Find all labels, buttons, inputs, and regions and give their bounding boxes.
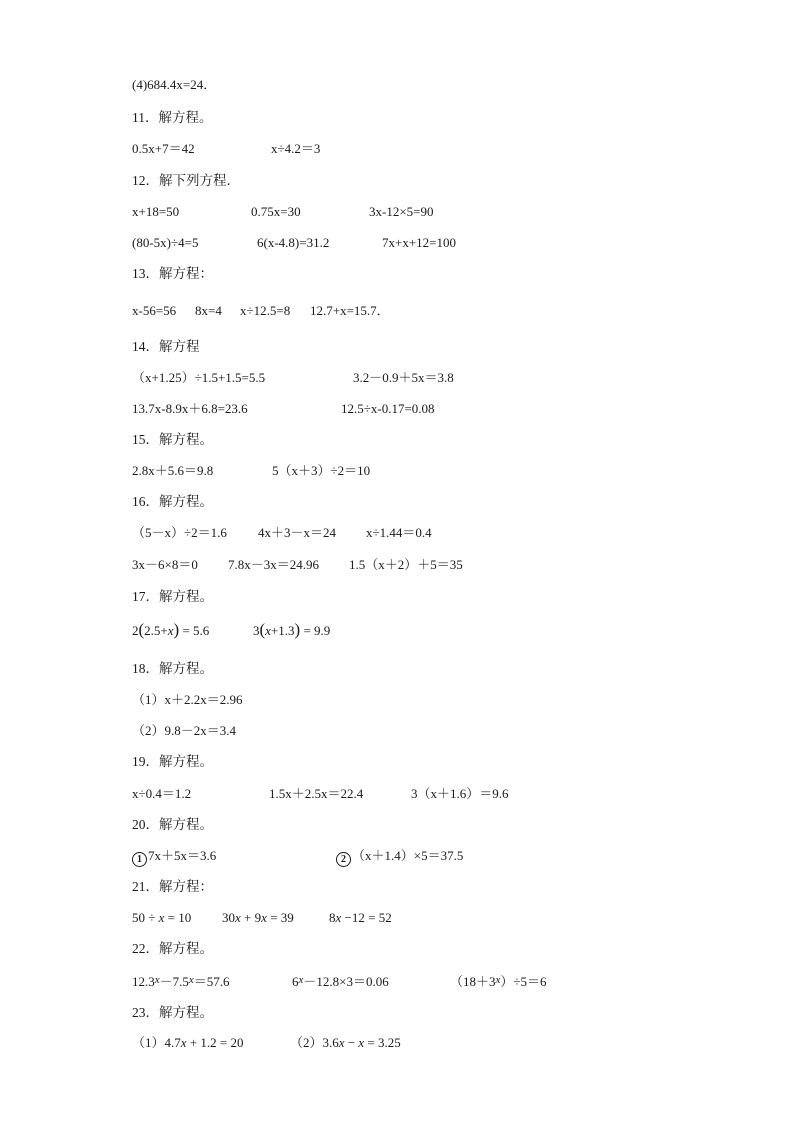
- equation-11-2: x÷4.2＝3: [271, 141, 321, 156]
- equation-22-3: $(18+3^x)\div 5=6$: [450, 974, 547, 989]
- equation-23-1: （1）4.7x + 1.2 = 20: [132, 1035, 244, 1050]
- circled-number-1: 1: [132, 852, 147, 867]
- problem-22-title: 22．解方程。: [132, 941, 213, 956]
- equation-18-1: （1）x＋2.2x＝2.96: [132, 692, 243, 707]
- equation-19-3: 3（x＋1.6）＝9.6: [411, 786, 509, 801]
- equation-16-6: 1.5（x＋2）＋5＝35: [349, 557, 463, 572]
- problem-20-title: 20．解方程。: [132, 817, 213, 832]
- equation-15-2: 5（x＋3）÷2＝10: [272, 463, 371, 478]
- problem-23-title: 23．解方程。: [132, 1005, 213, 1020]
- equation-21-1: 50 ÷ x = 10: [132, 910, 192, 925]
- equation-11-1: 0.5x+7＝42: [132, 141, 195, 156]
- equation-14-2: 3.2－0.9＋5x＝3.8: [353, 370, 454, 385]
- equation-13-4: 12.7+x=15.7．: [310, 303, 390, 318]
- equation-12-2: 0.75x=30: [251, 204, 301, 219]
- equation-16-1: （5－x）÷2＝1.6: [132, 525, 227, 540]
- equation-19-2: 1.5x＋2.5x＝22.4: [269, 786, 364, 801]
- equation-22-1: $12.3^x-7.5^x=57.6$: [132, 974, 230, 989]
- problem-16-title: 16．解方程。: [132, 494, 213, 509]
- equation-13-3: x÷12.5=8: [240, 303, 291, 318]
- equation-16-2: 4x＋3－x＝24: [258, 525, 337, 540]
- equation-13-2: 8x=4: [195, 303, 222, 318]
- circled-number-2: 2: [336, 852, 351, 867]
- equation-13-1: x-56=56: [132, 303, 177, 318]
- equation-22-2: $6^x-12.8\times 3=0.06$: [292, 974, 389, 989]
- problem-19-title: 19．解方程。: [132, 754, 213, 769]
- problem-17-title: 17．解方程。: [132, 589, 213, 604]
- equation-23-2: （2）3.6x − x = 3.25: [290, 1035, 401, 1050]
- equation-21-2: 30x + 9x = 39: [222, 910, 294, 925]
- problem-11-title: 11．解方程。: [132, 110, 213, 125]
- problem-12-title: 12．解下列方程．: [132, 173, 240, 188]
- problem-15-title: 15．解方程。: [132, 432, 213, 447]
- equation-10-4: (4)684.4x=24．: [132, 77, 217, 92]
- equation-14-1: （x+1.25）÷1.5+1.5=5.5: [132, 370, 266, 385]
- equation-20-1: 1 7x＋5x＝3.6: [132, 848, 216, 867]
- equation-16-3: x÷1.44＝0.4: [366, 525, 432, 540]
- problem-18-title: 18．解方程。: [132, 661, 213, 676]
- equation-14-4: 12.5÷x-0.17=0.08: [341, 401, 435, 416]
- equation-12-1: x+18=50: [132, 204, 180, 219]
- problem-13-title: 13．解方程：: [132, 266, 213, 281]
- equation-17-1: 2(2.5+x) = 5.6: [132, 620, 210, 639]
- equation-14-3: 13.7x-8.9x＋6.8=23.6: [132, 401, 248, 416]
- equation-19-1: x÷0.4＝1.2: [132, 786, 192, 801]
- equation-15-1: 2.8x＋5.6＝9.8: [132, 463, 214, 478]
- equation-16-4: 3x－6×8＝0: [132, 557, 198, 572]
- equation-21-3: 8x −12 = 52: [329, 910, 392, 925]
- equation-17-2: 3(x+1.3) = 9.9: [253, 620, 331, 639]
- equation-20-2: 2 （x＋1.4）×5＝37.5: [336, 848, 463, 867]
- equation-12-4: (80-5x)÷4=5: [132, 235, 199, 250]
- equation-12-3: 3x-12×5=90: [369, 204, 434, 219]
- equation-12-5: 6(x-4.8)=31.2: [257, 235, 330, 250]
- equation-12-6: 7x+x+12=100: [382, 235, 456, 250]
- equation-18-2: （2）9.8－2x＝3.4: [132, 723, 237, 738]
- problem-14-title: 14．解方程: [132, 339, 200, 354]
- problem-21-title: 21．解方程：: [132, 879, 213, 894]
- equation-16-5: 7.8x－3x＝24.96: [228, 557, 320, 572]
